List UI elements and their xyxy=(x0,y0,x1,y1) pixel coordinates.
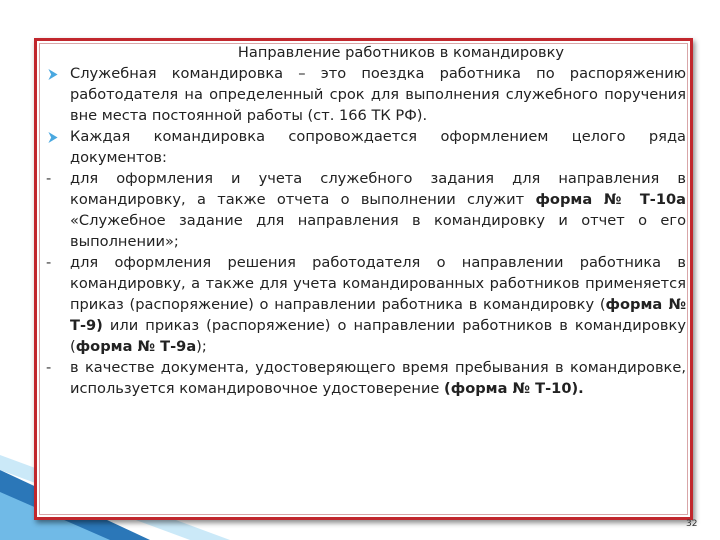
arrow-bullet-icon xyxy=(46,69,60,80)
bullet-text: Служебная командировка – это поездка работника по распоряжению работодателя на определенный срок для выполнения служебного поручения вне места постоянной работы (ст. 166 ТК РФ). xyxy=(70,65,686,124)
form-reference: форма № Т-9а xyxy=(75,338,197,355)
dash-item xyxy=(46,357,686,399)
slide-content xyxy=(46,42,686,399)
dash-item-text: или приказ (распоряжение) о направлении работников в командировку ( xyxy=(70,317,686,355)
bullet-item xyxy=(46,126,686,168)
dash-item-text: «Служебное задание для направления в командировку и отчет о его выполнении»; xyxy=(70,212,686,250)
dash-marker: - xyxy=(46,170,52,187)
arrow-bullet-icon xyxy=(46,132,60,143)
page-number: 32 xyxy=(686,519,698,529)
form-reference: форма № Т-10а xyxy=(535,191,686,208)
dash-item xyxy=(46,252,686,357)
dash-item-text: ); xyxy=(196,338,207,355)
dash-item xyxy=(46,168,686,252)
form-reference: форма № Т-9) xyxy=(70,296,687,334)
slide-title: Направление работников в командировку xyxy=(237,44,565,61)
bullet-text: Каждая командировка сопровождается оформлением целого ряда документов: xyxy=(70,128,686,166)
dash-marker: - xyxy=(46,254,52,271)
bullet-item xyxy=(46,63,686,126)
dash-item-text: для оформления решения работодателя о направлении работника в командировку, а также для учета командированных работников применяется приказ (распоряжение) о направлении работника в командировку ( xyxy=(70,254,686,313)
dash-item-text: в качестве документа, удостоверяющего время пребывания в командировке, используется командировочное удостоверение xyxy=(70,359,686,397)
dash-item-text: для оформления и учета служебного задания для направления в командировку, а также отчета о выполнении служит xyxy=(70,170,686,208)
form-reference: (форма № Т-10). xyxy=(444,380,584,397)
dash-marker: - xyxy=(46,359,52,376)
